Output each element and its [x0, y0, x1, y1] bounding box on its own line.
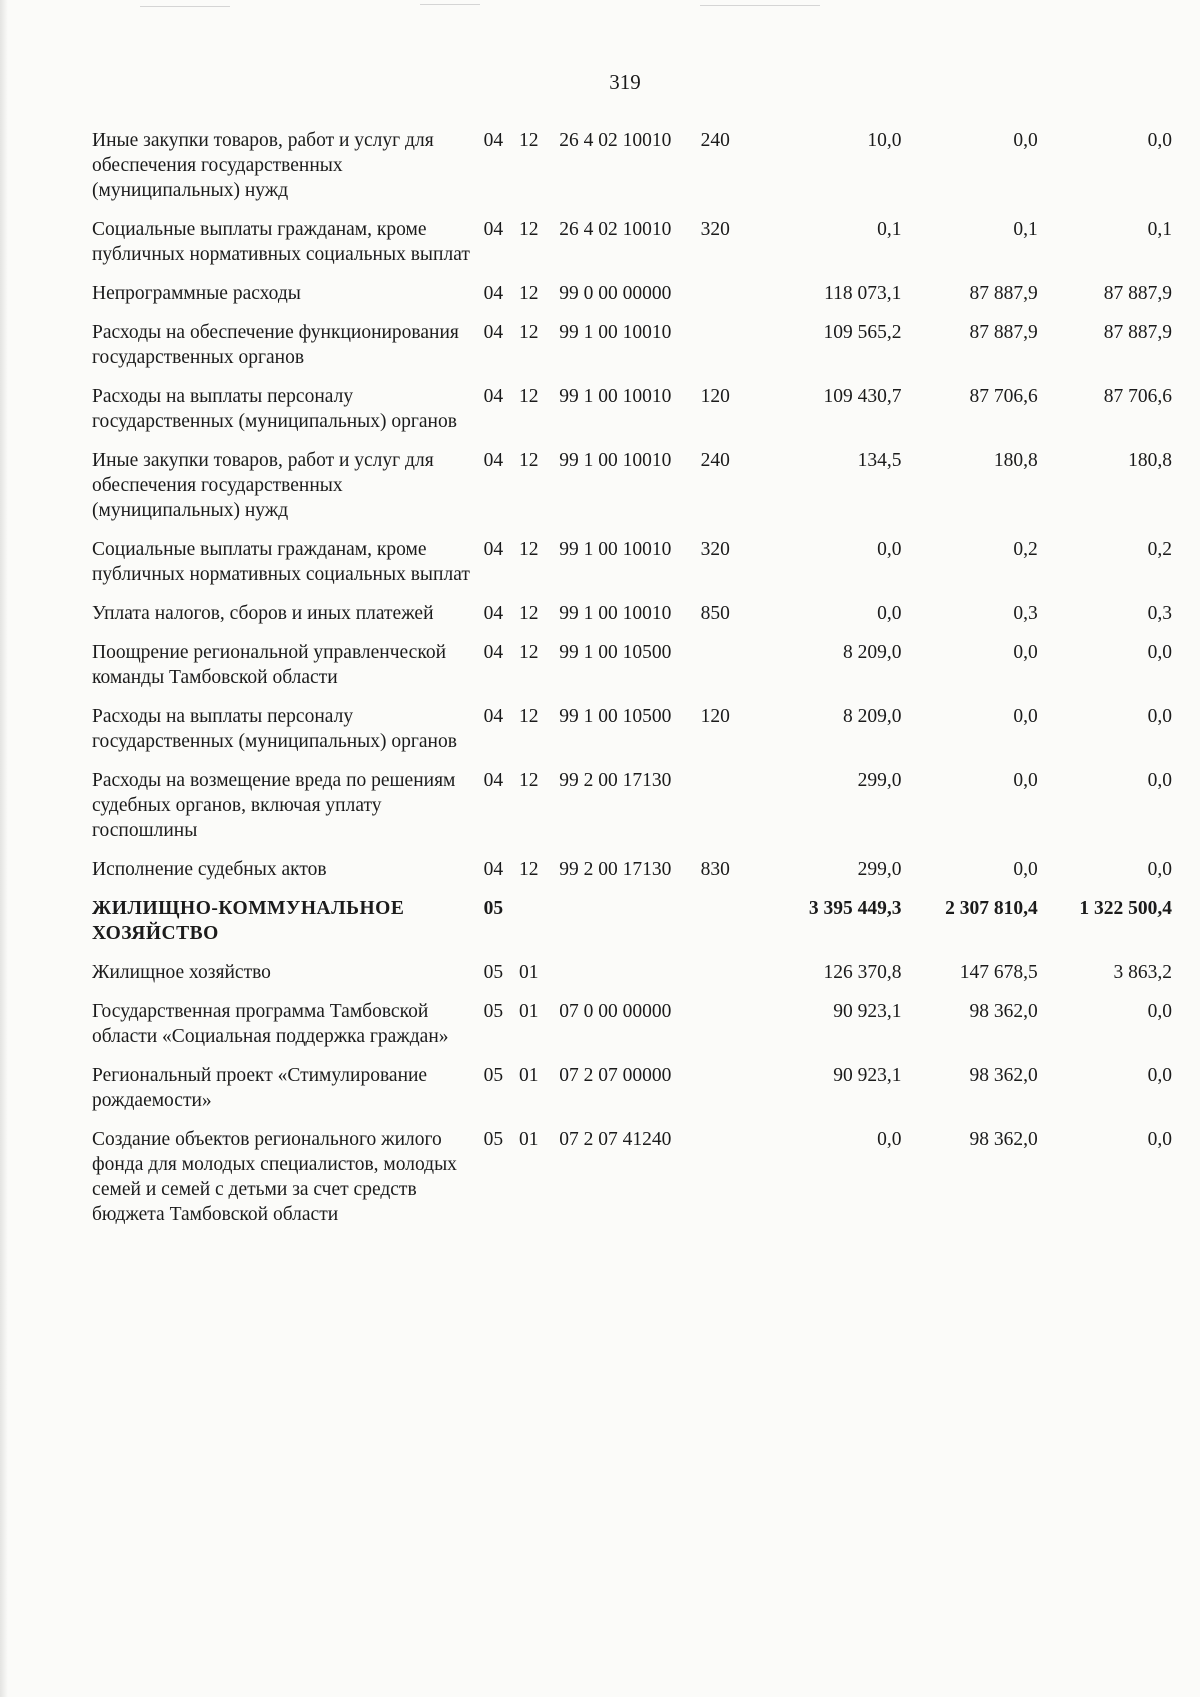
section-code: 04	[483, 642, 504, 663]
amount-year-1: 109 565,2	[823, 322, 902, 343]
amount-year-1: 10,0	[867, 130, 902, 151]
scan-artifact	[140, 6, 230, 7]
scan-edge	[0, 0, 8, 1697]
target-article-code	[559, 896, 700, 960]
table-row	[92, 601, 1172, 640]
expense-type-code: 320	[700, 219, 730, 240]
subsection-code: 12	[518, 386, 539, 407]
subsection-code: 12	[518, 130, 539, 151]
table-row	[92, 128, 1172, 217]
section-code: 04	[483, 859, 504, 880]
section-code: 04	[483, 386, 504, 407]
expense-name: Иные закупки товаров, работ и услуг для обеспечения государственных (муниципальных) нужд	[92, 450, 434, 521]
section-code: 05	[483, 1129, 504, 1150]
expense-type-code	[701, 896, 762, 960]
table-row	[92, 768, 1172, 857]
expense-name: ЖИЛИЩНО-КОММУНАЛЬНОЕ ХОЗЯЙСТВО	[92, 898, 405, 944]
amount-year-1: 299,0	[857, 770, 902, 791]
amount-year-1: 3 395 449,3	[808, 898, 902, 919]
amount-year-3: 87 887,9	[1103, 322, 1172, 343]
expense-type-code: 120	[700, 706, 730, 727]
amount-year-1: 8 209,0	[842, 642, 902, 663]
amount-year-2: 0,1	[1013, 219, 1038, 240]
expense-name: Уплата налогов, сборов и иных платежей	[92, 603, 434, 624]
table-row	[92, 1127, 1172, 1241]
expense-name: Расходы на выплаты персоналу государственных (муниципальных) органов	[92, 706, 457, 752]
amount-year-2: 0,0	[1013, 130, 1038, 151]
amount-year-3: 0,1	[1147, 219, 1172, 240]
amount-year-3: 0,0	[1147, 1129, 1172, 1150]
table-row	[92, 320, 1172, 384]
amount-year-2: 0,0	[1013, 642, 1038, 663]
table-row	[92, 217, 1172, 281]
target-article-code: 99 2 00 17130	[559, 770, 672, 791]
amount-year-3: 0,0	[1147, 859, 1172, 880]
expense-type-code	[701, 999, 762, 1063]
amount-year-2: 87 887,9	[969, 322, 1038, 343]
expense-type-code	[701, 1127, 762, 1241]
section-code: 05	[483, 898, 504, 919]
section-code: 05	[483, 962, 504, 983]
expense-type-code: 850	[700, 603, 730, 624]
subsection-code: 12	[518, 322, 539, 343]
amount-year-2: 2 307 810,4	[945, 898, 1038, 919]
amount-year-3: 0,0	[1147, 706, 1172, 727]
amount-year-2: 87 887,9	[969, 283, 1038, 304]
amount-year-1: 0,1	[877, 219, 902, 240]
section-code: 04	[483, 539, 504, 560]
target-article-code: 99 1 00 10500	[559, 642, 672, 663]
target-article-code: 26 4 02 10010	[559, 219, 672, 240]
expense-name: Жилищное хозяйство	[92, 962, 271, 983]
amount-year-2: 87 706,6	[969, 386, 1038, 407]
expense-name: Поощрение региональной управленческой команды Тамбовской области	[92, 642, 447, 688]
amount-year-1: 118 073,1	[824, 283, 902, 304]
table-row	[92, 857, 1172, 896]
subsection-code: 12	[518, 450, 539, 471]
table-row	[92, 537, 1172, 601]
subsection-code	[519, 896, 559, 960]
amount-year-3: 0,2	[1147, 539, 1172, 560]
amount-year-2: 0,0	[1013, 706, 1038, 727]
table-row	[92, 281, 1172, 320]
subsection-code: 12	[518, 219, 539, 240]
expense-type-code	[701, 1063, 762, 1127]
expense-type-code: 240	[700, 130, 730, 151]
target-article-code: 07 2 07 41240	[559, 1129, 672, 1150]
table-row	[92, 1063, 1172, 1127]
section-code: 05	[483, 1065, 504, 1086]
expense-type-code: 240	[700, 450, 730, 471]
section-code: 04	[483, 322, 504, 343]
target-article-code: 99 1 00 10010	[559, 603, 672, 624]
subsection-code: 12	[518, 859, 539, 880]
amount-year-1: 299,0	[857, 859, 902, 880]
subsection-code: 01	[518, 1129, 539, 1150]
subsection-code: 12	[518, 539, 539, 560]
target-article-code: 99 1 00 10010	[559, 322, 672, 343]
expense-name: Расходы на обеспечение функционирования государственных органов	[92, 322, 459, 368]
subsection-code: 01	[518, 962, 539, 983]
expense-name: Иные закупки товаров, работ и услуг для обеспечения государственных (муниципальных) нужд	[92, 130, 434, 201]
target-article-code: 26 4 02 10010	[559, 130, 672, 151]
expense-name: Расходы на возмещение вреда по решениям судебных органов, включая уплату госпошлины	[92, 770, 456, 841]
amount-year-1: 90 923,1	[833, 1001, 902, 1022]
target-article-code: 07 2 07 00000	[559, 1065, 672, 1086]
amount-year-3: 87 706,6	[1103, 386, 1172, 407]
scan-artifact	[420, 4, 480, 5]
target-article-code: 07 0 00 00000	[559, 1001, 672, 1022]
amount-year-1: 109 430,7	[823, 386, 902, 407]
table-row	[92, 704, 1172, 768]
table-row	[92, 448, 1172, 537]
section-code: 04	[483, 770, 504, 791]
section-code: 04	[483, 219, 504, 240]
section-code: 04	[483, 706, 504, 727]
table-row	[92, 384, 1172, 448]
expense-type-code	[701, 960, 762, 999]
amount-year-1: 90 923,1	[833, 1065, 902, 1086]
table-row	[92, 640, 1172, 704]
expense-type-code	[701, 281, 762, 320]
expense-type-code: 830	[700, 859, 730, 880]
amount-year-2: 0,3	[1013, 603, 1038, 624]
amount-year-3: 1 322 500,4	[1079, 898, 1172, 919]
expense-type-code	[701, 640, 762, 704]
expense-type-code	[701, 768, 762, 857]
expense-type-code	[701, 320, 762, 384]
amount-year-1: 8 209,0	[842, 706, 902, 727]
expense-name: Расходы на выплаты персоналу государственных (муниципальных) органов	[92, 386, 457, 432]
amount-year-2: 147 678,5	[959, 962, 1038, 983]
amount-year-1: 0,0	[877, 603, 902, 624]
expense-name: Социальные выплаты гражданам, кроме публичных нормативных социальных выплат	[92, 219, 470, 265]
amount-year-2: 98 362,0	[969, 1001, 1038, 1022]
amount-year-3: 0,0	[1147, 770, 1172, 791]
amount-year-2: 0,0	[1013, 770, 1038, 791]
target-article-code: 99 1 00 10010	[559, 450, 672, 471]
section-code: 04	[483, 450, 504, 471]
amount-year-1: 126 370,8	[823, 962, 902, 983]
subsection-code: 01	[518, 1001, 539, 1022]
amount-year-1: 0,0	[877, 1129, 902, 1150]
amount-year-3: 0,0	[1147, 642, 1172, 663]
amount-year-2: 0,0	[1013, 859, 1038, 880]
amount-year-2: 98 362,0	[969, 1129, 1038, 1150]
section-code: 05	[483, 1001, 504, 1022]
subsection-code: 12	[518, 603, 539, 624]
section-code: 04	[483, 130, 504, 151]
target-article-code	[559, 960, 700, 999]
amount-year-1: 134,5	[857, 450, 902, 471]
page-number: 319	[609, 70, 641, 94]
table-row	[92, 999, 1172, 1063]
subsection-code: 12	[518, 642, 539, 663]
section-code: 04	[483, 283, 504, 304]
target-article-code: 99 1 00 10010	[559, 539, 672, 560]
amount-year-3: 180,8	[1128, 450, 1172, 471]
expense-name: Региональный проект «Стимулирование рождаемости»	[92, 1065, 428, 1111]
expense-name: Непрограммные расходы	[92, 283, 301, 304]
amount-year-2: 98 362,0	[969, 1065, 1038, 1086]
expense-type-code: 120	[700, 386, 730, 407]
table-row	[92, 960, 1172, 999]
subsection-code: 12	[518, 283, 539, 304]
amount-year-3: 0,0	[1147, 130, 1172, 151]
section-code: 04	[483, 603, 504, 624]
table-row	[92, 896, 1172, 960]
amount-year-2: 0,2	[1013, 539, 1038, 560]
subsection-code: 12	[518, 706, 539, 727]
budget-table	[92, 128, 1172, 1241]
target-article-code: 99 1 00 10010	[559, 386, 672, 407]
target-article-code: 99 2 00 17130	[559, 859, 672, 880]
expense-name: Социальные выплаты гражданам, кроме публичных нормативных социальных выплат	[92, 539, 470, 585]
target-article-code: 99 0 00 00000	[559, 283, 672, 304]
amount-year-3: 3 863,2	[1113, 962, 1172, 983]
expense-name: Исполнение судебных актов	[92, 859, 327, 880]
target-article-code: 99 1 00 10500	[559, 706, 672, 727]
expense-type-code: 320	[700, 539, 730, 560]
amount-year-3: 87 887,9	[1103, 283, 1172, 304]
expense-name: Создание объектов регионального жилого фонда для молодых специалистов, молодых семей и семей с детьми за счет средств бюджета Тамбовской области	[92, 1129, 457, 1225]
amount-year-3: 0,3	[1147, 603, 1172, 624]
subsection-code: 12	[518, 770, 539, 791]
scan-artifact	[700, 5, 820, 6]
amount-year-1: 0,0	[877, 539, 902, 560]
amount-year-2: 180,8	[993, 450, 1038, 471]
amount-year-3: 0,0	[1147, 1065, 1172, 1086]
amount-year-3: 0,0	[1147, 1001, 1172, 1022]
expense-name: Государственная программа Тамбовской области «Социальная поддержка граждан»	[92, 1001, 449, 1047]
subsection-code: 01	[518, 1065, 539, 1086]
